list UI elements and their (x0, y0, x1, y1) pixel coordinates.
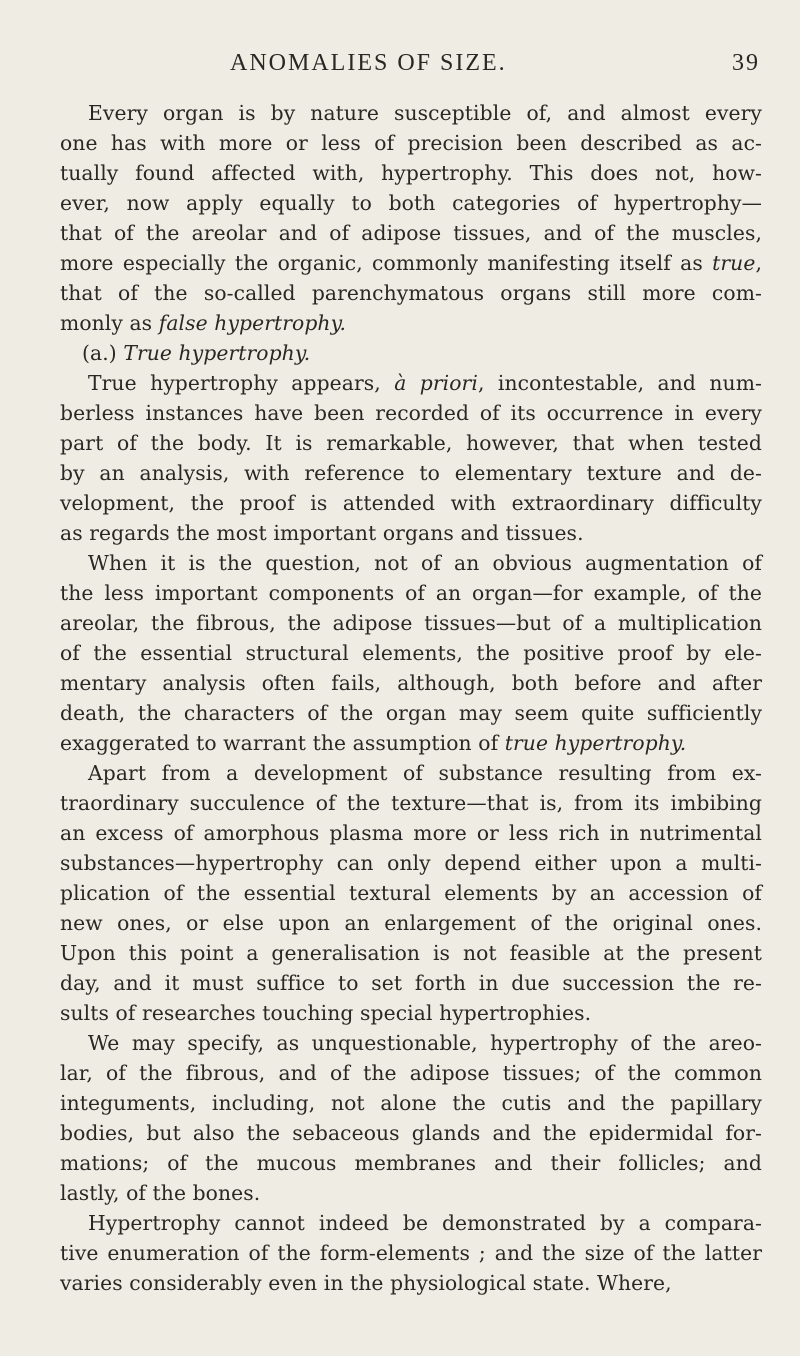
text-line (60, 488, 762, 518)
text-line (60, 878, 762, 908)
text-line (60, 1058, 762, 1088)
text-line (60, 848, 762, 878)
text-run: , incontestable, and num- (477, 371, 762, 395)
text-line (60, 638, 762, 668)
text-run: exaggerated to warrant the assumption of (60, 731, 505, 755)
text-line (60, 818, 762, 848)
paragraph (60, 548, 762, 758)
text-run: lastly, of the bones. (60, 1181, 261, 1205)
text-run: that of the so-called parenchymatous organs still more com- (60, 281, 762, 305)
text-run: as regards the most important organs and tissues. (60, 521, 584, 545)
paragraph (60, 98, 762, 338)
text-run: integuments, including, not alone the cutis and the papillary (60, 1091, 762, 1115)
italic-run: true hypertrophy. (504, 731, 687, 755)
italic-run: true (712, 251, 756, 275)
text-line (60, 668, 762, 698)
text-line (60, 1208, 762, 1238)
text-line (60, 248, 762, 278)
text-run: berless instances have been recorded of its occurrence in every (60, 401, 762, 425)
text-run: areolar, the fibrous, the adipose tissues—but of a multiplication (60, 611, 762, 635)
text-line (60, 908, 762, 938)
text-run: mentary analysis often fails, although, both before and after (60, 671, 762, 695)
text-line (60, 308, 762, 338)
text-line (60, 398, 762, 428)
text-run: , (755, 251, 762, 275)
text-run: more especially the organic, commonly manifesting itself as (60, 251, 713, 275)
text-run: day, and it must suffice to set forth in due succession the re- (60, 971, 762, 995)
text-line (60, 788, 762, 818)
text-run: of the essential structural elements, the positive proof by ele- (60, 641, 762, 665)
text-line (60, 758, 762, 788)
text-line (60, 938, 762, 968)
text-line (60, 1088, 762, 1118)
text-run: plication of the essential textural elements by an accession of (60, 881, 762, 905)
text-line (60, 548, 762, 578)
text-run: velopment, the proof is attended with extraordinary difficulty (60, 491, 762, 515)
text-run: tive enumeration of the form-elements ; and the size of the latter (60, 1241, 762, 1265)
text-line (60, 728, 762, 758)
text-line (60, 128, 762, 158)
italic-run: false hypertrophy. (158, 311, 347, 335)
text-run: lar, of the fibrous, and of the adipose tissues; of the common (60, 1061, 762, 1085)
text-run: We may specify, as unquestionable, hypertrophy of the areo- (88, 1031, 762, 1055)
text-run: tually found affected with, hypertrophy. This does not, how- (60, 161, 762, 185)
running-title: ANOMALIES OF SIZE. (230, 50, 507, 76)
text-line (60, 968, 762, 998)
text-run: Every organ is by nature susceptible of, and almost every (88, 101, 762, 125)
text-line (60, 1028, 762, 1058)
text-line (60, 158, 762, 188)
body-text (60, 98, 762, 1298)
text-run: traordinary succulence of the texture—that is, from its imbibing (60, 791, 762, 815)
paragraph (60, 338, 762, 368)
text-line (60, 428, 762, 458)
text-line (60, 1178, 762, 1208)
text-line (60, 458, 762, 488)
text-run: Upon this point a generalisation is not feasible at the present (60, 941, 762, 965)
text-line (60, 518, 762, 548)
text-run: monly as (60, 311, 159, 335)
italic-run: à priori (394, 371, 478, 395)
text-line (60, 578, 762, 608)
text-line (60, 1148, 762, 1178)
text-line (60, 278, 762, 308)
text-run: that of the areolar and of adipose tissues, and of the muscles, (60, 221, 762, 245)
text-run: bodies, but also the sebaceous glands and the epidermidal for- (60, 1121, 762, 1145)
page-number: 39 (732, 50, 760, 76)
text-run: ever, now apply equally to both categories of hypertrophy— (60, 191, 762, 215)
text-run: sults of researches touching special hypertrophies. (60, 1001, 592, 1025)
text-run: mations; of the mucous membranes and their follicles; and (60, 1151, 762, 1175)
text-run: part of the body. It is remarkable, however, that when tested (60, 431, 762, 455)
text-line (60, 1118, 762, 1148)
text-run: varies considerably even in the physiological state. Where, (60, 1271, 672, 1295)
text-run: When it is the question, not of an obvious augmentation of (88, 551, 762, 575)
paragraph (60, 1208, 762, 1298)
paragraph (60, 368, 762, 548)
text-run: True hypertrophy appears, (88, 371, 395, 395)
text-line (60, 338, 762, 368)
italic-run: True hypertrophy. (123, 341, 311, 365)
paragraph (60, 758, 762, 1028)
text-line (60, 1268, 762, 1298)
text-line (60, 998, 762, 1028)
text-run: Hypertrophy cannot indeed be demonstrated by a compara- (88, 1211, 762, 1235)
text-run: death, the characters of the organ may seem quite sufficiently (60, 701, 762, 725)
text-line (60, 698, 762, 728)
text-line (60, 188, 762, 218)
text-run: substances—hypertrophy can only depend either upon a multi- (60, 851, 762, 875)
text-line (60, 1238, 762, 1268)
text-run: new ones, or else upon an enlargement of the original ones. (60, 911, 762, 935)
paragraph (60, 1028, 762, 1208)
text-run: by an analysis, with reference to elementary texture and de- (60, 461, 762, 485)
text-line (60, 98, 762, 128)
text-line (60, 218, 762, 248)
text-line (60, 608, 762, 638)
text-run: (a.) (82, 341, 124, 365)
text-run: the less important components of an organ—for example, of the (60, 581, 762, 605)
text-run: one has with more or less of precision been described as ac- (60, 131, 762, 155)
text-run: Apart from a development of substance resulting from ex- (88, 761, 762, 785)
text-line (60, 368, 762, 398)
text-run: an excess of amorphous plasma more or less rich in nutrimental (60, 821, 762, 845)
